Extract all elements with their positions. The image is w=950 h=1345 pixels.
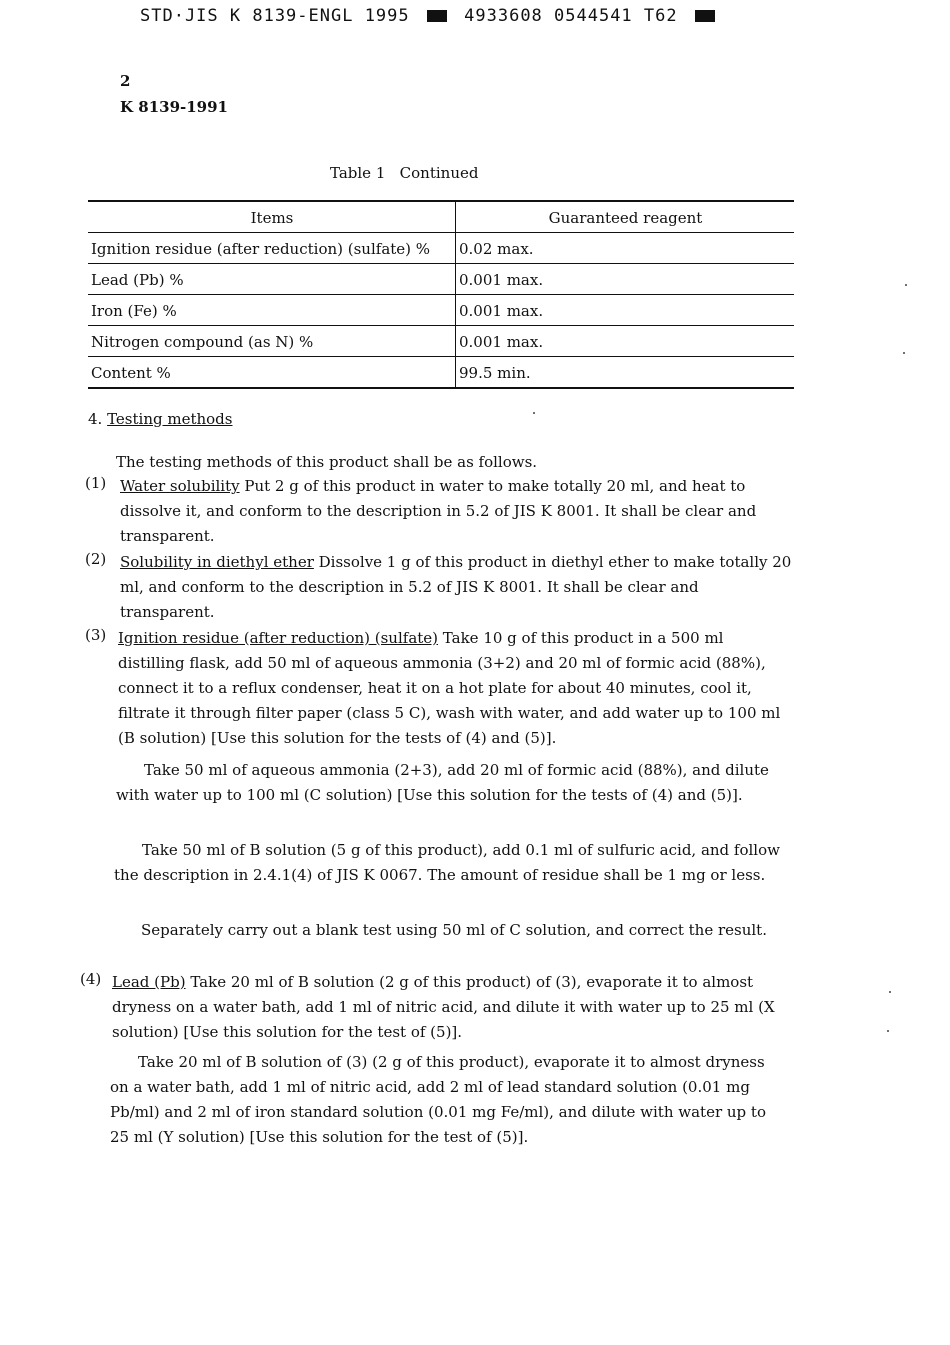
item-1-text: Put 2 g of this product in water to make totally 20 ml, and heat to dissolve it, and conform to the description in 5.2 of JIS K 8001. It shall be clear and transparent. (120, 477, 757, 545)
spec-table (88, 200, 794, 389)
item-1-title: Water solubility (120, 477, 240, 495)
header-bar-2 (695, 10, 715, 22)
item-4-text: Take 20 ml of B solution (2 g of this product) of (3), evaporate it to almost dryness on a water bath, add 1 ml of nitric acid, and dilute it with water up to 25 ml (X solution) [Use this solution for the test of (5)]. (112, 973, 775, 1041)
item-1-number: (1) (85, 474, 107, 492)
header-stamp (140, 6, 721, 26)
item-3-paragraph (118, 626, 790, 751)
scan-speck (889, 991, 891, 993)
table-cell-value: 0.001 max. (456, 326, 795, 357)
section-4-number: 4. (88, 410, 103, 428)
table-cell-value: 0.02 max. (456, 233, 795, 264)
item-1-paragraph (120, 474, 792, 549)
scan-speck (903, 352, 905, 354)
header-bar-1 (427, 10, 447, 22)
section-4-title: Testing methods (107, 410, 233, 428)
table-row (88, 326, 794, 357)
table-header-row (88, 201, 794, 233)
table-caption: Table 1 Continued (330, 164, 479, 182)
item-4-paragraph-2: Take 20 ml of B solution of (3) (2 g of this product), evaporate it to almost dryness on a water bath, add 1 ml of nitric acid, add 2 ml of lead standard solution (0.01 mg Pb/ml) and 2 ml of iron standard solution (0.01 mg Fe/ml), and dilute with water up to 25 ml (Y solution) [Use this solution for the test of (5)]. (110, 1053, 766, 1146)
page-number: 2 (120, 72, 131, 90)
table-cell-item: Content % (88, 357, 456, 389)
item-3-paragraph-4: Separately carry out a blank test using 50 ml of C solution, and correct the result. (141, 921, 767, 939)
item-4-title: Lead (Pb) (112, 973, 186, 991)
table-row (88, 264, 794, 295)
table-cell-item: Iron (Fe) % (88, 295, 456, 326)
header-stamp-left: STD·JIS K 8139-ENGL 1995 (140, 6, 410, 26)
item-4-paragraph (112, 970, 784, 1045)
item-3-number: (3) (85, 626, 107, 644)
section-4-heading (88, 410, 232, 428)
scan-speck (887, 1030, 889, 1032)
item-2-number: (2) (85, 550, 107, 568)
table-header-items: Items (88, 201, 456, 233)
item-4-number: (4) (80, 970, 102, 988)
table-row (88, 357, 794, 389)
section-4-intro: The testing methods of this product shall be as follows. (116, 453, 538, 471)
table-row (88, 233, 794, 264)
item-2-title: Solubility in diethyl ether (120, 553, 314, 571)
table-header-guaranteed: Guaranteed reagent (456, 201, 795, 233)
document-id: K 8139-1991 (120, 98, 228, 116)
item-2-paragraph (120, 550, 792, 625)
table-row (88, 295, 794, 326)
item-3-text: Take 10 g of this product in a 500 ml distilling flask, add 50 ml of aqueous ammonia (3+2) and 20 ml of formic acid (88%), connect it to a reflux condenser, heat it on a hot plate for about 40 minutes, cool it, filtrate it through filter paper (class 5 C), wash with water, and add water up to 100 ml (B solution) [Use this solution for the tests of (4) and (5)]. (118, 629, 781, 747)
item-3-paragraph-3: Take 50 ml of B solution (5 g of this product), add 0.1 ml of sulfuric acid, and follow the description in 2.4.1(4) of JIS K 0067. The amount of residue shall be 1 mg or less. (114, 841, 780, 884)
header-stamp-mid: 4933608 0544541 T62 (464, 6, 678, 26)
item-2-text: Dissolve 1 g of this product in diethyl ether to make totally 20 ml, and conform to the description in 5.2 of JIS K 8001. It shall be clear and transparent. (120, 553, 792, 621)
table-cell-value: 99.5 min. (456, 357, 795, 389)
table-cell-item: Nitrogen compound (as N) % (88, 326, 456, 357)
scan-speck (905, 284, 907, 286)
table-cell-item: Lead (Pb) % (88, 264, 456, 295)
table-cell-value: 0.001 max. (456, 264, 795, 295)
item-3-paragraph-2: Take 50 ml of aqueous ammonia (2+3), add 20 ml of formic acid (88%), and dilute with water up to 100 ml (C solution) [Use this solution for the tests of (4) and (5)]. (116, 761, 769, 804)
item-3-title: Ignition residue (after reduction) (sulfate) (118, 629, 439, 647)
scan-speck (533, 412, 535, 414)
table-cell-value: 0.001 max. (456, 295, 795, 326)
table-cell-item: Ignition residue (after reduction) (sulfate) % (88, 233, 456, 264)
